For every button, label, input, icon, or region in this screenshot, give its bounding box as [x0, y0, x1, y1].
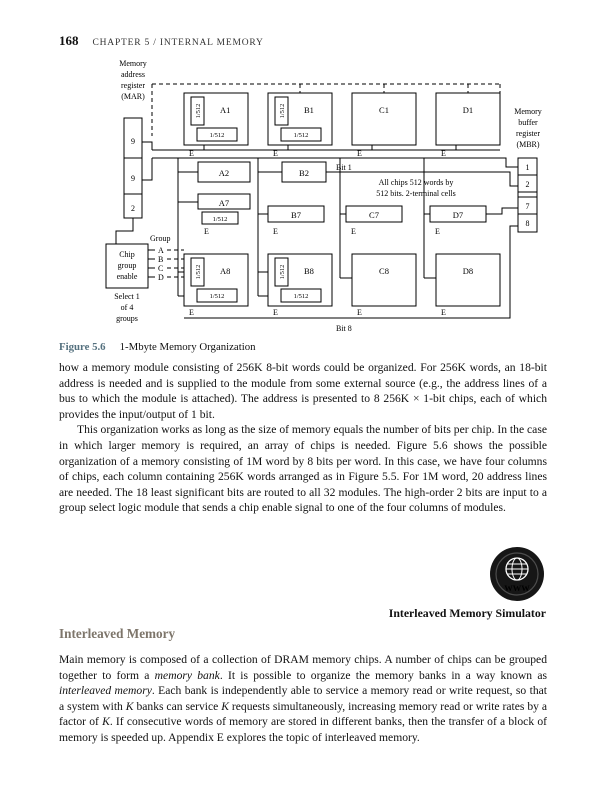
- group-letter: D: [158, 273, 164, 282]
- page-number: 168: [59, 33, 79, 48]
- mar-label-line: register: [121, 81, 145, 90]
- text-run: . It is possible to organize the memory banks in a way known as: [219, 668, 547, 682]
- mbr-cell: 1: [525, 163, 530, 172]
- col-decoder-label: 1/512: [209, 132, 225, 139]
- memory-organization-diagram: [54, 56, 554, 346]
- mbr-cell: 8: [525, 219, 530, 228]
- chip-a8: [184, 254, 248, 317]
- text-run-italic: interleaved memory: [59, 684, 152, 698]
- www-text: WWW: [504, 583, 530, 593]
- enable-label: E: [351, 227, 356, 236]
- enable-label: E: [189, 149, 194, 158]
- chip-b2: [282, 162, 326, 182]
- chip-a1: [184, 93, 248, 158]
- row-decoder-label: 1/512: [195, 264, 202, 280]
- body-text: [59, 360, 547, 516]
- col-decoder-label: 1/512: [209, 293, 225, 300]
- enable-label: E: [441, 149, 446, 158]
- select-line: of 4: [120, 303, 134, 312]
- chip-label: D8: [462, 266, 474, 276]
- chip-b7: [268, 206, 324, 236]
- body-paragraph-2: This organization works as long as the size of memory equals the number of bits per chip. In the case in which larger memory is required, an array of chips is needed. Figure 5.6 shows the possible organization of a memory consisting of 1M word by 8 bits per word. In this case, we have four columns of chips, each column containing 256K words arranged as in Figure 5.5. For 1M word, 20 address lines are needed. The 18 least significant bits are routed to all 32 modules. The high-order 2 bits are input to a group select logic module that sends a chip enable signal to one of the four columns of modules.: [59, 423, 547, 515]
- mar-label-line: address: [121, 70, 145, 79]
- row-decoder-label: 1/512: [279, 103, 286, 119]
- text-run-italic: memory bank: [154, 668, 220, 682]
- col-decoder-label: 1/512: [293, 293, 309, 300]
- bit1-label: Bit 1: [336, 163, 352, 172]
- chip-label: B7: [291, 210, 301, 220]
- group-letter: B: [158, 255, 164, 264]
- chip-d8: [436, 254, 500, 317]
- select-line: groups: [116, 314, 138, 323]
- chip-c7: [346, 206, 402, 236]
- text-run: Main memory is composed of a collection of DRAM memory chips. A number of chips can be grouped together to form a: [59, 653, 547, 682]
- group-letters: [158, 246, 164, 282]
- enable-label: E: [357, 149, 362, 158]
- chip-d7: [430, 206, 486, 236]
- chip-a2: [198, 162, 250, 182]
- enable-label: E: [204, 227, 209, 236]
- chip-group-enable-box: [106, 244, 148, 288]
- text-run: . If consecutive words of memory are stored in different banks, then the transfer of a block of memory is speeded up. Appendix E explores the topic of interleaved memory.: [59, 715, 547, 744]
- chip-label: A7: [218, 198, 230, 208]
- text-run: requests simultaneously, increasing memory read or write rates by a factor of: [59, 699, 548, 729]
- row-decoder-label: 1/512: [195, 103, 202, 119]
- chip-label: A8: [220, 266, 231, 276]
- group-label: Group: [150, 234, 171, 243]
- figure-caption-label: Figure 5.6: [59, 341, 106, 353]
- chip-label: B8: [304, 266, 314, 276]
- group-letter: C: [158, 264, 164, 273]
- chip-label: C1: [379, 105, 389, 115]
- chip-c1: [352, 93, 416, 158]
- mbr-label-line: (MBR): [516, 140, 540, 149]
- figure-diagram: [54, 56, 554, 351]
- mbr-cell: 7: [525, 202, 530, 211]
- enable-label: E: [273, 308, 278, 317]
- group-letter: A: [158, 246, 164, 255]
- section-text: [59, 652, 547, 746]
- enable-box-line: group: [117, 261, 137, 270]
- enable-label: E: [189, 308, 194, 317]
- mar-label-line: Memory: [119, 59, 147, 68]
- section-heading: Interleaved Memory: [59, 626, 176, 641]
- chip-label: D1: [462, 105, 474, 115]
- simulator-label: Interleaved Memory Simulator: [388, 606, 546, 620]
- chips-note: [376, 178, 456, 198]
- enable-label: E: [441, 308, 446, 317]
- mbr-cell: 2: [525, 180, 530, 189]
- enable-box-line: enable: [116, 272, 138, 281]
- enable-box-line: Chip: [119, 250, 135, 259]
- mar-label: [119, 59, 147, 101]
- col-decoder-label: 1/512: [293, 132, 309, 139]
- chip-d1: [436, 93, 500, 158]
- text-run-italic: K: [102, 715, 110, 729]
- www-globe-icon: [488, 545, 546, 603]
- col-decoder-label: 1/512: [212, 216, 228, 223]
- text-run: . Each bank is independently able to service a memory read or write request, so that a system with: [59, 684, 547, 713]
- chip-label: A1: [220, 105, 231, 115]
- mbr-label: [514, 107, 542, 149]
- text-run-italic: K: [125, 699, 134, 713]
- mbr-register: [518, 158, 537, 232]
- bit8-label: Bit 8: [336, 324, 352, 333]
- figure-caption-text: 1-Mbyte Memory Organization: [119, 341, 256, 353]
- chip-a7: [198, 194, 250, 236]
- chip-c8: [352, 254, 416, 317]
- chip-b8: [268, 254, 332, 317]
- page-header: [59, 33, 264, 49]
- mar-cell: 9: [131, 174, 135, 183]
- chip-label: C8: [379, 266, 389, 276]
- row-decoder-label: 1/512: [279, 264, 286, 280]
- chip-label: A2: [218, 168, 230, 178]
- mbr-label-line: buffer: [518, 118, 538, 127]
- mar-label-line: (MAR): [121, 92, 145, 101]
- note-line: 512 bits. 2-terminal cells: [376, 189, 456, 198]
- enable-label: E: [357, 308, 362, 317]
- chip-b1: [268, 93, 332, 158]
- text-run-italic: K: [221, 699, 229, 713]
- chip-label: C7: [369, 210, 379, 220]
- enable-label: E: [273, 149, 278, 158]
- chapter-header: CHAPTER 5 / INTERNAL MEMORY: [92, 38, 264, 48]
- text-run: banks can service: [133, 699, 222, 713]
- note-line: All chips 512 words by: [378, 178, 454, 187]
- mbr-label-line: register: [516, 129, 540, 138]
- chip-label: B2: [299, 168, 309, 178]
- mar-cell: 9: [131, 137, 135, 146]
- select-groups-label: [114, 292, 140, 323]
- mar-register: [124, 118, 142, 218]
- figure-caption: [59, 341, 256, 353]
- enable-label: E: [435, 227, 440, 236]
- section-paragraph: [59, 652, 547, 746]
- mar-cell: 2: [131, 204, 135, 213]
- chip-label: B1: [304, 105, 314, 115]
- chip-label: D7: [452, 210, 464, 220]
- select-line: Select 1: [114, 292, 140, 301]
- enable-label: E: [273, 227, 278, 236]
- mbr-label-line: Memory: [514, 107, 542, 116]
- simulator-block: [389, 545, 546, 621]
- body-paragraph-1: how a memory module consisting of 256K 8-bit words could be organized. For 256K words, an 18-bit address is needed and is supplied to the module from some external source (e.g., the address lines of a bus to which the module is attached). The address is presented to 8 256K × 1-bit chips, each of which provides the input/output of 1 bit.: [59, 361, 547, 421]
